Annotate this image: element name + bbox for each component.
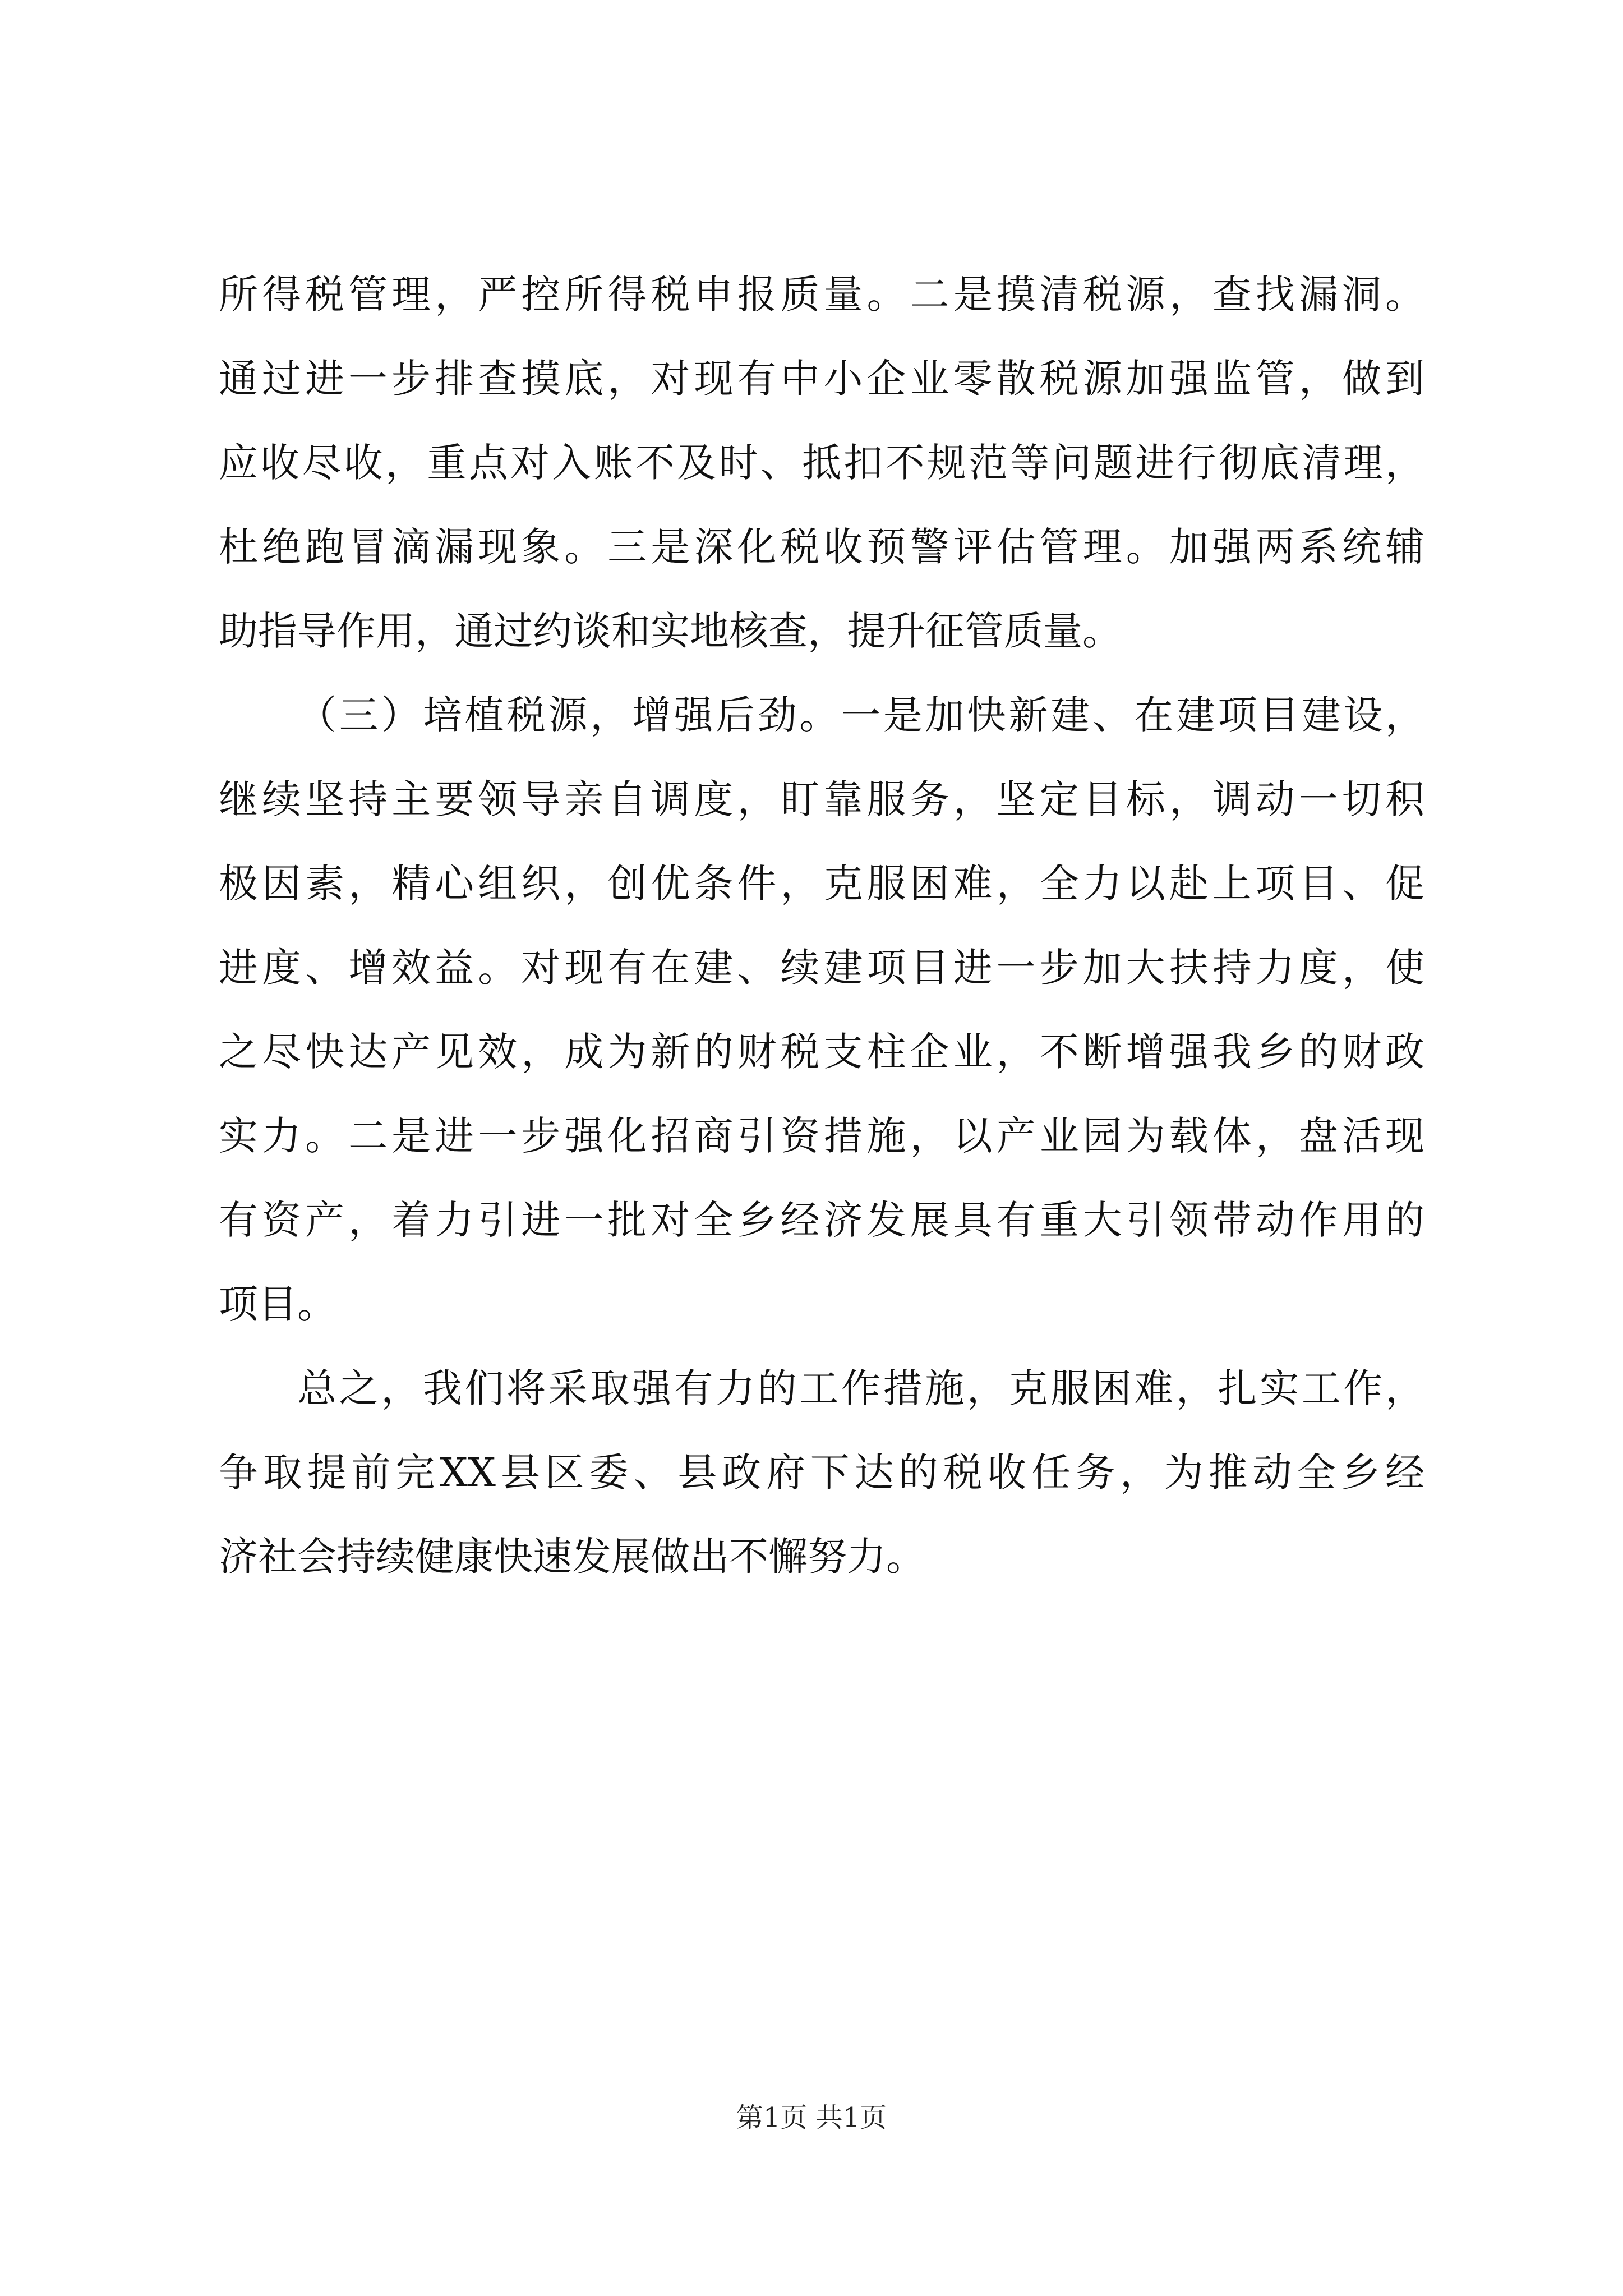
- text-line: 杜绝跑冒滴漏现象。三是深化税收预警评估管理。加强两系统辅: [219, 524, 1424, 570]
- page-footer: [0, 2098, 1623, 2137]
- text-line: 之尽快达产见效，成为新的财税支柱企业，不断增强我乡的财政: [219, 1029, 1424, 1075]
- text-line: 继续坚持主要领导亲自调度，盯靠服务，坚定目标，调动一切积: [219, 776, 1424, 822]
- paragraph-first-line: （三）培植税源，增强后劲。一是加快新建、在建项目建设，: [297, 692, 1424, 738]
- page-number-label: 第1页 共1页: [736, 2102, 887, 2133]
- text-line: 进度、增效益。对现有在建、续建项目进一步加大扶持力度，使: [219, 945, 1424, 991]
- text-line: 济社会持续健康快速发展做出不懈努力。: [219, 1534, 925, 1580]
- text-line: 有资产，着力引进一批对全乡经济发展具有重大引领带动作用的: [219, 1197, 1424, 1243]
- document-body: [219, 252, 1424, 1599]
- text-line: 实力。二是进一步强化招商引资措施，以产业园为载体，盘活现: [219, 1113, 1424, 1159]
- text-line: 项目。: [219, 1281, 336, 1327]
- text-line: 应收尽收，重点对入账不及时、抵扣不规范等问题进行彻底清理，: [219, 440, 1424, 486]
- text-line: 助指导作用，通过约谈和实地核查，提升征管质量。: [219, 608, 1122, 654]
- text-line: 所得税管理，严控所得税申报质量。二是摸清税源，查找漏洞。: [219, 272, 1424, 318]
- text-line: 通过进一步排查摸底，对现有中小企业零散税源加强监管，做到: [219, 356, 1424, 402]
- paragraph-first-line: 总之，我们将采取强有力的工作措施，克服困难，扎实工作，: [297, 1365, 1424, 1411]
- text-line: 极因素，精心组织，创优条件，克服困难，全力以赴上项目、促: [219, 861, 1424, 907]
- text-line: 争取提前完XX县区委、县政府下达的税收任务，为推动全乡经: [219, 1450, 1424, 1496]
